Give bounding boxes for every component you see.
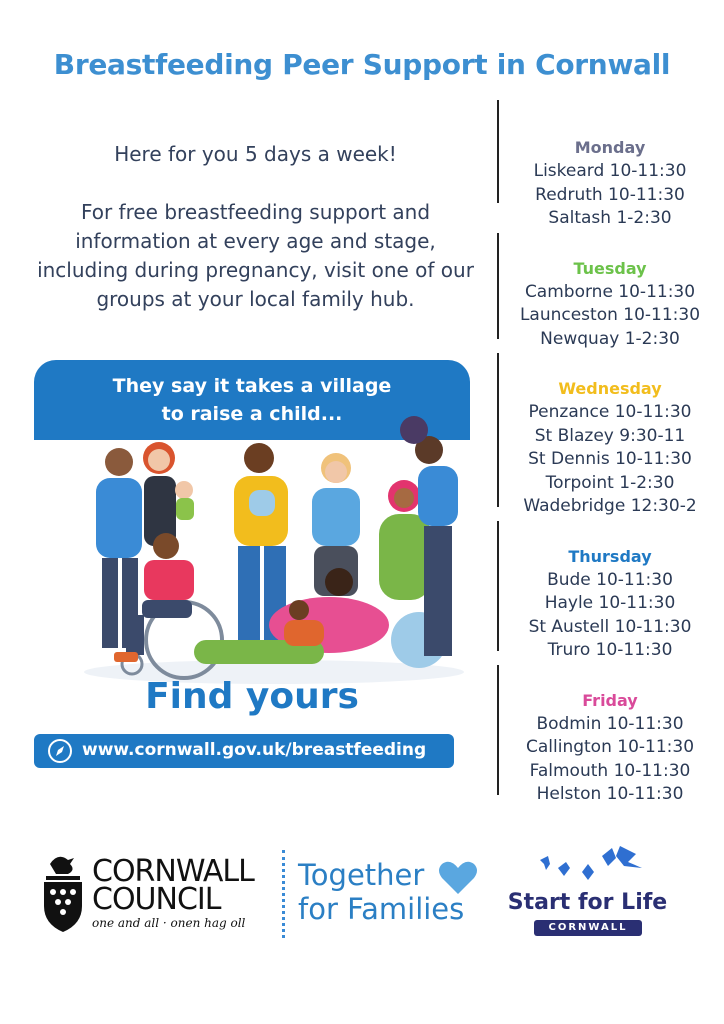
session-item: St Dennis 10-11:30 [528,449,692,469]
together-for-families-logo [298,858,488,938]
session-item: Hayle 10-11:30 [544,593,676,613]
website-url: www.cornwall.gov.uk/breastfeeding [82,740,427,760]
day-block-tuesday [500,257,720,352]
session-item: Saltash 1-2:30 [548,208,672,228]
day-block-wednesday [500,377,720,519]
day-name: Tuesday [573,258,647,278]
banner-line-1: They say it takes a village [112,375,392,397]
session-item: Launceston 10-11:30 [519,305,701,325]
session-item: Callington 10-11:30 [525,737,695,757]
council-name-line-1: CORNWALL [92,854,254,889]
session-item: Redruth 10-11:30 [535,184,685,205]
cornwall-council-logo [40,848,270,938]
session-item: Liskeard 10-11:30 [533,161,687,181]
village-card [34,360,470,780]
schedule-divider-line [497,353,499,507]
community-illustration [74,410,464,690]
day-name: Wednesday [558,379,662,398]
intro-description: For free breastfeeding support and information at every age and stage, including during pregnancy, visit one of our groups at your local family hub. [37,200,474,311]
schedule-divider-line [497,100,499,203]
session-item: Helston 10-11:30 [536,784,684,804]
tff-line-1: Together [298,858,425,892]
session-item: Falmouth 10-11:30 [529,760,691,781]
council-crest-icon [40,850,86,936]
schedule-divider-line [497,665,499,795]
start-for-life-logo [500,842,680,942]
person-illustration [194,568,389,664]
session-item: St Austell 10-11:30 [528,616,692,637]
day-block-thursday [500,545,720,663]
session-item: Truro 10-11:30 [547,640,673,660]
day-block-friday [500,689,720,807]
compass-icon [48,739,72,763]
session-item: Newquay 1-2:30 [540,328,680,349]
sfl-region: CORNWALL [534,920,642,936]
session-item: Penzance 10-11:30 [528,402,692,422]
tff-line-2: for Families [298,892,465,926]
schedule-divider-line [497,521,499,651]
session-item: Bude 10-11:30 [547,569,673,590]
session-item: Wadebridge 12:30-2 [523,496,697,516]
council-name-line-2: COUNCIL [92,882,221,917]
day-name: Thursday [568,546,652,566]
day-block-monday [500,136,720,231]
banner-line-2: to raise a child... [161,403,343,425]
schedule-divider-line [497,233,499,340]
council-motto: one and all · onen hag oll [92,916,246,930]
intro-section [28,142,483,314]
website-link[interactable] [34,734,454,768]
session-item: Camborne 10-11:30 [524,281,696,302]
find-yours-heading: Find yours [145,676,359,717]
birds-icon [536,842,646,888]
sfl-title: Start for Life [507,890,668,915]
intro-tagline: Here for you 5 days a week! [114,142,397,166]
day-name: Friday [582,690,638,710]
heart-icon [438,860,478,896]
person-illustration [143,442,194,546]
session-item: St Blazey 9:30-11 [534,425,686,446]
page-title: Breastfeeding Peer Support in Cornwall [53,48,671,81]
logo-divider [282,850,285,938]
session-item: Torpoint 1-2:30 [545,472,675,493]
day-name: Monday [574,138,646,157]
council-name [92,854,254,917]
session-item: Bodmin 10-11:30 [536,713,684,734]
